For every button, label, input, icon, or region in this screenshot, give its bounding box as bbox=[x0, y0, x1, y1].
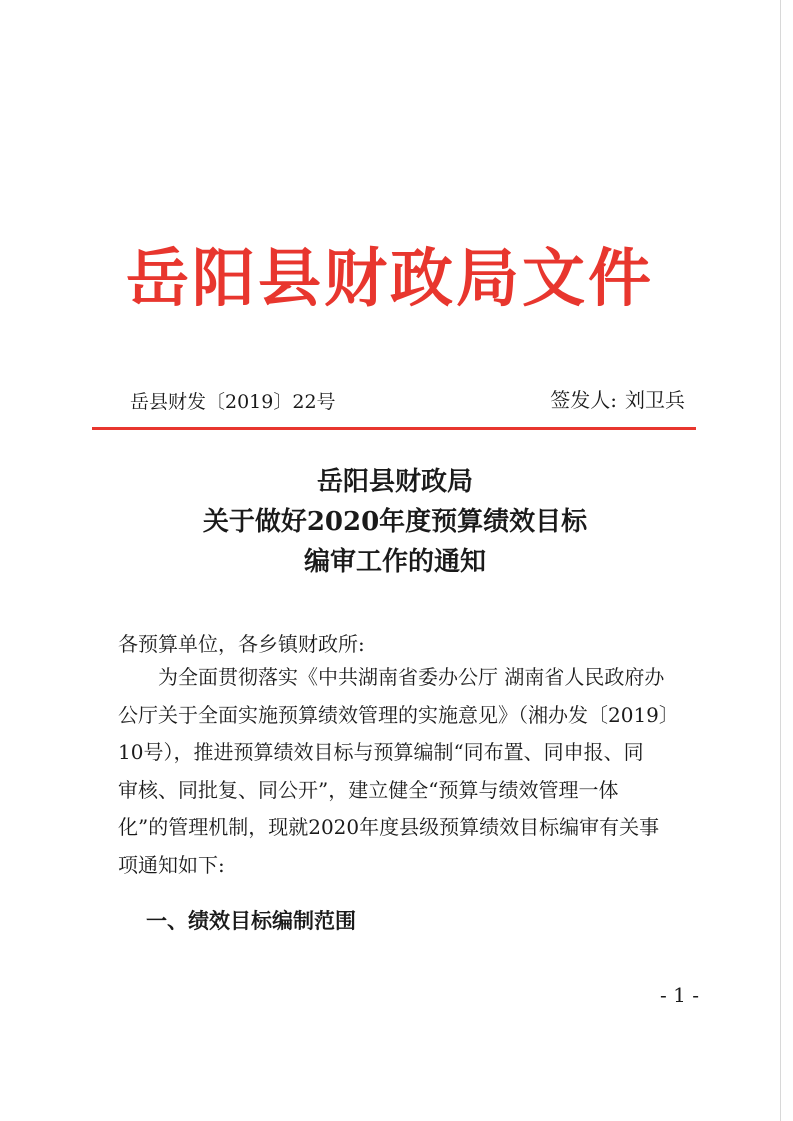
issuer-label: 签发人: bbox=[550, 388, 617, 412]
red-divider-line bbox=[92, 427, 696, 430]
paragraph-line: 审核、同批复、同公开”，建立健全“预算与绩效管理一体 bbox=[118, 777, 619, 802]
body-paragraph bbox=[118, 659, 688, 884]
page-number: - 1 - bbox=[660, 983, 699, 1007]
section-heading: 一、绩效目标编制范围 bbox=[146, 909, 356, 933]
page-edge-line bbox=[780, 0, 781, 1121]
document-header-title: 岳阳县财政局文件 bbox=[126, 242, 654, 315]
paragraph-line: 化”的管理机制，现就2020年度县级预算绩效目标编审有关事 bbox=[118, 815, 660, 839]
paragraph-line: 10号），推进预算绩效目标与预算编制“同布置、同申报、同 bbox=[118, 740, 644, 764]
issuer-name: 刘卫兵 bbox=[625, 388, 685, 412]
title-line: 岳阳县财政局 bbox=[316, 467, 473, 497]
title-line: 编审工作的通知 bbox=[303, 547, 486, 577]
paragraph-line: 公厅关于全面实施预算绩效管理的实施意见》（湘办发〔2019〕 bbox=[118, 702, 679, 727]
document-title bbox=[90, 462, 700, 582]
paragraph-line: 项通知如下: bbox=[118, 852, 225, 877]
issuer-block bbox=[542, 384, 685, 413]
title-line: 关于做好2020年度预算绩效目标 bbox=[202, 507, 588, 537]
document-number: 岳县财发〔2019〕22号 bbox=[130, 391, 336, 413]
paragraph-line: 为全面贯彻落实《中共湖南省委办公厅 湖南省人民政府办 bbox=[118, 665, 665, 689]
salutation: 各预算单位，各乡镇财政所: bbox=[118, 632, 365, 656]
